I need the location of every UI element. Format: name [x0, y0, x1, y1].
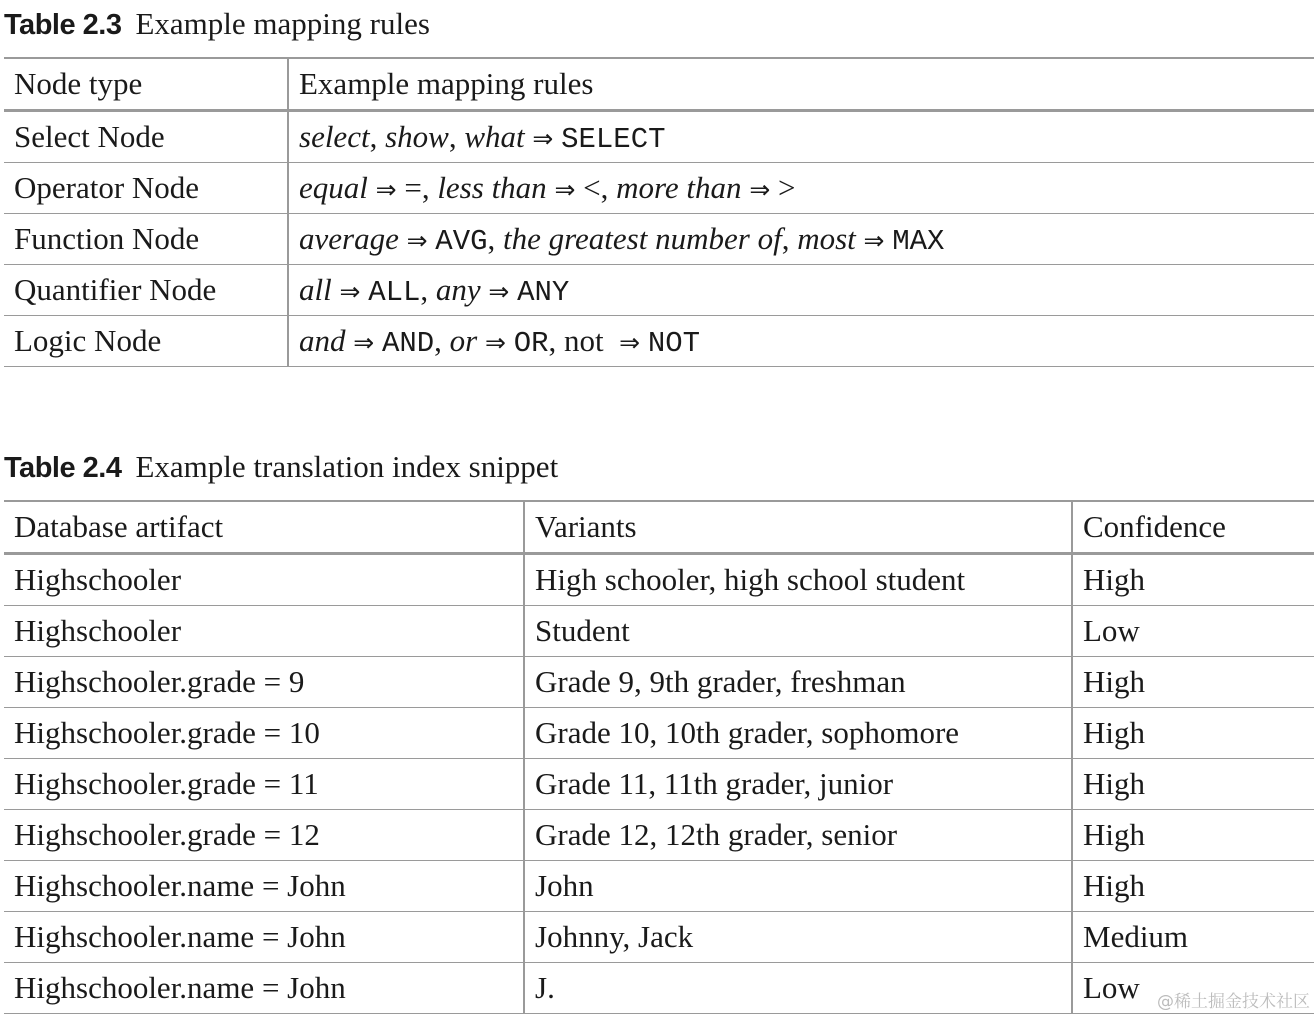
header-confidence: Confidence — [1072, 501, 1314, 554]
artifact-cell: Highschooler — [4, 554, 524, 606]
rule-term: show — [385, 118, 449, 154]
rule-term: select — [299, 118, 370, 154]
rule-separator: , not — [548, 322, 612, 358]
implies-arrow-icon: ⇒ — [485, 327, 506, 357]
table-row — [4, 554, 1314, 606]
rule-term: the greatest number of — [503, 220, 782, 256]
caption-title: Example translation index snippet — [135, 449, 559, 484]
confidence-cell: High — [1072, 861, 1314, 912]
node-type-cell: Operator Node — [4, 163, 288, 214]
table-row — [4, 163, 1314, 214]
rule-separator: , — [369, 118, 386, 154]
artifact-cell: Highschooler.grade = 10 — [4, 708, 524, 759]
header-database-artifact: Database artifact — [4, 501, 524, 554]
sql-keyword: AVG — [435, 224, 488, 258]
mapping-rule-cell — [288, 111, 1314, 163]
variants-cell: Grade 10, 10th grader, sophomore — [524, 708, 1072, 759]
sql-keyword: ALL — [368, 275, 421, 309]
confidence-cell: High — [1072, 657, 1314, 708]
mapping-rules-table — [4, 57, 1314, 367]
implies-arrow-icon: ⇒ — [532, 123, 554, 153]
watermark: @稀土掘金技术社区 — [1157, 992, 1310, 1012]
caption-title: Example mapping rules — [135, 6, 430, 41]
rule-term: equal — [299, 170, 368, 205]
rule-separator: , — [448, 118, 465, 154]
table-row — [4, 963, 1314, 1014]
variants-cell: John — [524, 861, 1072, 912]
rule-separator: , — [421, 170, 438, 205]
table-header-row — [4, 501, 1314, 554]
sql-keyword: ANY — [517, 275, 570, 309]
table-row — [4, 606, 1314, 657]
sql-operator: = — [404, 170, 422, 205]
variants-cell: Grade 12, 12th grader, senior — [524, 810, 1072, 861]
table-row — [4, 111, 1314, 163]
rule-separator: , — [781, 220, 798, 256]
sql-keyword: MAX — [892, 224, 945, 258]
header-node-type: Node type — [4, 58, 288, 111]
confidence-cell: High — [1072, 759, 1314, 810]
implies-arrow-icon: ⇒ — [749, 175, 771, 204]
sql-operator: > — [778, 170, 796, 205]
implies-arrow-icon: ⇒ — [619, 327, 641, 357]
artifact-cell: Highschooler.grade = 9 — [4, 657, 524, 708]
table-2-4-caption — [4, 449, 558, 485]
rule-term: more than — [616, 170, 742, 205]
rule-separator: , — [487, 220, 504, 256]
mapping-rule-cell — [288, 163, 1314, 214]
implies-arrow-icon: ⇒ — [554, 175, 576, 204]
translation-index-table — [4, 500, 1314, 1014]
sql-operator: < — [583, 170, 601, 205]
variants-cell: Johnny, Jack — [524, 912, 1072, 963]
sql-keyword: SELECT — [561, 122, 666, 156]
confidence-cell: High — [1072, 708, 1314, 759]
header-variants: Variants — [524, 501, 1072, 554]
confidence-cell: High — [1072, 554, 1314, 606]
rule-term: all — [299, 271, 332, 307]
node-type-cell: Function Node — [4, 214, 288, 265]
sql-keyword: OR — [513, 326, 549, 360]
implies-arrow-icon: ⇒ — [353, 327, 375, 357]
rule-separator: , — [434, 322, 450, 358]
sql-keyword: NOT — [647, 326, 701, 360]
rule-separator: , — [600, 170, 617, 205]
caption-label: Table 2.4 — [4, 452, 122, 484]
mapping-rule-cell — [288, 214, 1314, 265]
variants-cell: High schooler, high school student — [524, 554, 1072, 606]
sql-keyword: AND — [381, 326, 435, 360]
confidence-cell: High — [1072, 810, 1314, 861]
table-row — [4, 657, 1314, 708]
implies-arrow-icon: ⇒ — [375, 175, 397, 204]
table-row — [4, 265, 1314, 316]
artifact-cell: Highschooler — [4, 606, 524, 657]
table-row — [4, 810, 1314, 861]
rule-term: any — [435, 271, 481, 307]
table-row — [4, 708, 1314, 759]
rule-term: and — [299, 322, 346, 358]
variants-cell: Grade 9, 9th grader, freshman — [524, 657, 1072, 708]
rule-term: average — [299, 220, 399, 256]
artifact-cell: Highschooler.name = John — [4, 912, 524, 963]
node-type-cell: Quantifier Node — [4, 265, 288, 316]
rule-term: most — [797, 220, 856, 256]
table-row — [4, 861, 1314, 912]
confidence-cell: Medium — [1072, 912, 1314, 963]
confidence-cell: Low — [1072, 963, 1314, 1014]
table-header-row — [4, 58, 1314, 111]
table-row — [4, 759, 1314, 810]
variants-cell: J. — [524, 963, 1072, 1014]
mapping-rule-cell — [288, 316, 1314, 367]
mapping-rule-cell — [288, 265, 1314, 316]
variants-cell: Student — [524, 606, 1072, 657]
implies-arrow-icon: ⇒ — [406, 225, 428, 255]
implies-arrow-icon: ⇒ — [339, 276, 361, 306]
implies-arrow-icon: ⇒ — [863, 225, 885, 255]
artifact-cell: Highschooler.grade = 12 — [4, 810, 524, 861]
node-type-cell: Logic Node — [4, 316, 288, 367]
confidence-cell: Low — [1072, 606, 1314, 657]
artifact-cell: Highschooler.name = John — [4, 861, 524, 912]
implies-arrow-icon: ⇒ — [488, 276, 510, 306]
header-mapping-rules: Example mapping rules — [288, 58, 1314, 111]
artifact-cell: Highschooler.grade = 11 — [4, 759, 524, 810]
table-row — [4, 316, 1314, 367]
table-2-3-caption — [4, 6, 430, 42]
node-type-cell: Select Node — [4, 111, 288, 163]
rule-term: less than — [437, 170, 547, 205]
rule-term: what — [464, 118, 525, 154]
artifact-cell: Highschooler.name = John — [4, 963, 524, 1014]
variants-cell: Grade 11, 11th grader, junior — [524, 759, 1072, 810]
table-row — [4, 214, 1314, 265]
caption-label: Table 2.3 — [4, 9, 122, 41]
table-row — [4, 912, 1314, 963]
rule-term: or — [449, 322, 478, 358]
rule-separator: , — [420, 271, 436, 307]
